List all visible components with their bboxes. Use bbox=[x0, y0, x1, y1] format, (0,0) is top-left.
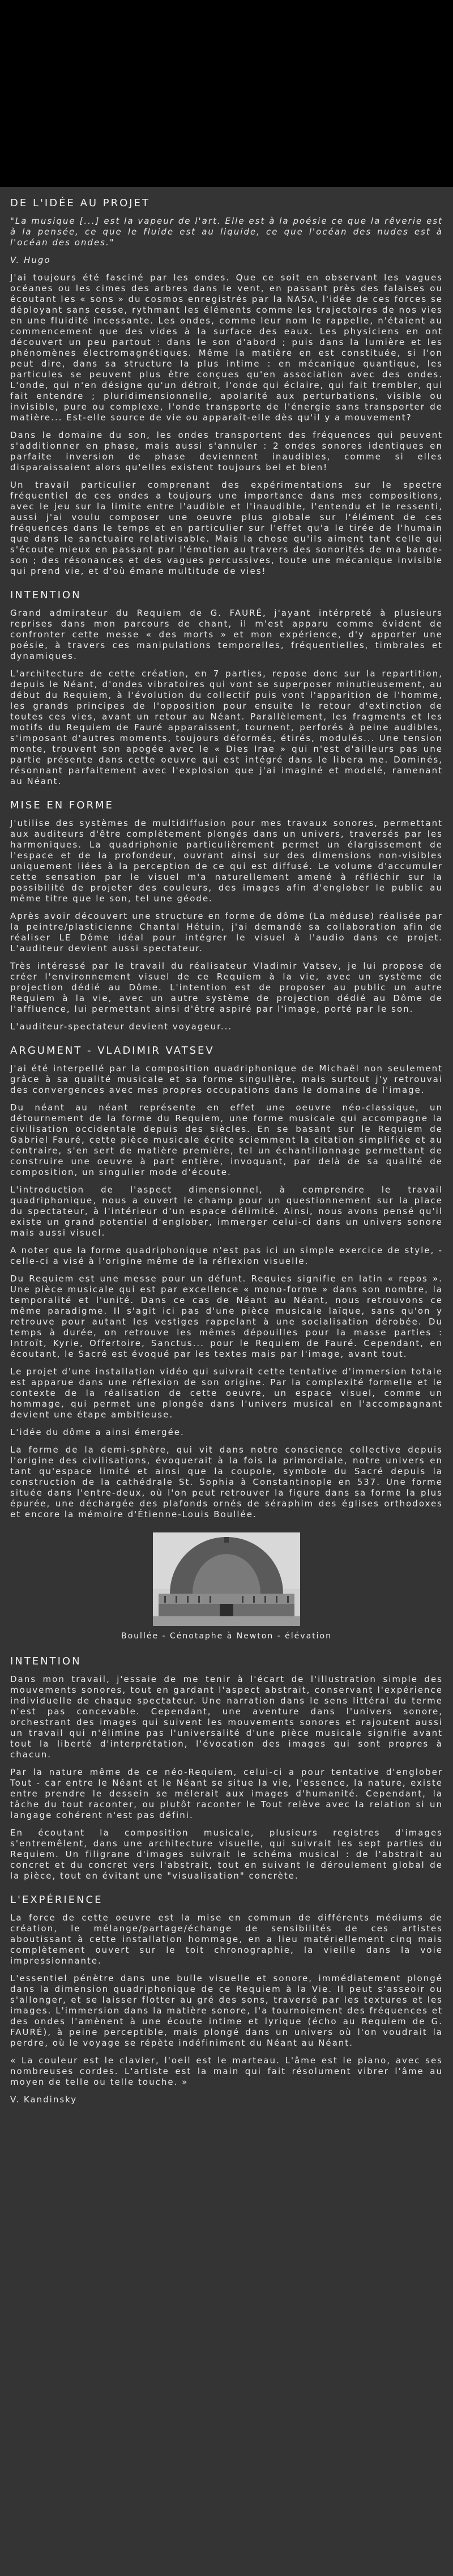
paragraph: Dans le domaine du son, les ondes transportent des fréquences qui peuvent s'additionner en phase, mais aussi s'annuler : 2 ondes sonores identiques en parfaite inversion de phase deviennent inaudibles, comme si elles disparaissaient alors qu'elles existent toujours bel et bien! bbox=[10, 430, 443, 472]
paragraph: La forme de la demi-sphère, qui vit dans notre conscience collective depuis l'origine des civilisations, évoquerait à la fois la primordiale, notre univers en tant qu'espace limité et ainsi que la coupole, symbole du Sacré depuis la construction de la cathédrale St. Sophia à Constantinople en 537. Une forme située dans l'entre-deux, où l'on peut retrouver la figure dans sa forme la plus épurée, une déchargée des plafonds ornés de séraphim des églises orthodoxes et encore la mémoire d'Étienne-Louis Boullée. bbox=[10, 1445, 443, 1519]
paragraph: J'utilise des systèmes de multidiffusion pour mes travaux sonores, permettant aux auditeurs d'être complètement plongés dans un univers, traversés par les harmoniques. La quadriphonie particulièrement permet un élargissement de l'espace et de la profondeur, ouvrant ainsi sur des dimensions non-visibles uniquement liées à la perception de ce qui est diffusé. Le volume d'accumuler cette sensation par le visuel m'a naturellement amené à réfléchir sur la possibilité de projeter des couleurs, des images afin d'englober le public au même titre que le son, tel une géode. bbox=[10, 818, 443, 904]
paragraph: En écoutant la composition musicale, plusieurs registres d'images s'entremêlent, dans une architecture visuelle, qui suivrait les sept parties du Requiem. Un filigrane d'images suivrait le schéma musical : de l'abstrait au concret et du concret vers l'abstrait, tout en suivant le déroulement global de la pièce, tout en évitant une "visualisation" concrète. bbox=[10, 1828, 443, 1881]
paragraph: Après avoir découvert une structure en forme de dôme (La méduse) réalisée par la peintre/plasticienne Chantal Hétuin, j'ai demandé sa collaboration afin de réaliser LE Dôme idéal pour intégrer le visuel à l'audio dans ce projet. L'auditeur devient aussi spectateur. bbox=[10, 911, 443, 953]
section-intention-2 bbox=[10, 1655, 443, 1881]
paragraph: Très intéressé par le travail du réalisateur Vladimir Vatsev, je lui propose de créer l'environnement visuel de ce Requiem à la vie, avec un système de projection dédié au Dôme. L'intention est de proposer au public un autre Requiem à la vie, avec un autre système de projection dédié au Dôme de l'affluence, lui permettant ainsi d'être aspiré par l'image, porté par le son. bbox=[10, 961, 443, 1014]
paragraph: Un travail particulier comprenant des expérimentations sur le spectre fréquentiel de ces ondes a toujours une importance dans mes compositions, avec le jeu sur la limite entre l'audible et l'inaudible, l'entendu et le ressenti, aussi j'ai voulu composer une oeuvre plus globale sur l'élément de ces fréquences dans le temps et en particulier sur l'effet qu'a le tirée de l'humain que dans le sanctuaire relativisable. Mais la chose qu'ils aiment tant celle qui s'écoute mieux en passant par l'émotion au travers des sonorités de ma bande-son ; des résonances et des vagues percussives, toute une mécanique invisible qui prend vie, et d'où émane multitude de vies! bbox=[10, 480, 443, 576]
section-argument bbox=[10, 1045, 443, 1520]
paragraph: La force de cette oeuvre est la mise en commun de différents médiums de création, le mélange/partage/échange de sensibilités de ces artistes aboutissant à cette installation hommage, en a lieu matériellement cinq mais complètement ouvert sur le toit chronographie, la vieille dans la voie impressionnante. bbox=[10, 1913, 443, 1966]
paragraph: A noter que la forme quadriphonique n'est pas ici un simple exercice de style, - celle-ci a visé à l'origine même de la réflexion visuelle. bbox=[10, 1245, 443, 1266]
section-title: ARGUMENT - VLADIMIR VATSEV bbox=[10, 1045, 215, 1057]
section-title: MISE EN FORME bbox=[10, 799, 114, 811]
paragraph: Du néant au néant représente en effet une oeuvre néo-classique, un détournement de la forme du Requiem, une forme musicale qui accompagne la civilisation occidentale depuis des siècles. En se basant sur le Requiem de Gabriel Fauré, cette pièce musicale écrite sciemment la citation simplifiée et au contraire, s'en sert de matière première, tel un échantillonnage permettant de construire une oeuvre à part entière, invoquant, par delà de sa qualité de composition, un singulier mode d'écoute. bbox=[10, 1102, 443, 1177]
header-band bbox=[0, 0, 453, 182]
section-experience bbox=[10, 1894, 443, 2105]
cenotaph-illustration bbox=[153, 1532, 300, 1626]
section-idee bbox=[10, 197, 443, 577]
section-title: DE L'IDÉE AU PROJET bbox=[10, 197, 150, 209]
section-intention-1 bbox=[10, 589, 443, 787]
main-content bbox=[0, 187, 453, 2105]
section-title: L'EXPÉRIENCE bbox=[10, 1894, 103, 1906]
paragraph: L'idée du dôme a ainsi émergée. bbox=[10, 1427, 185, 1437]
paragraph: Grand admirateur du Requiem de G. FAURÉ, j'ayant intérpreté à plusieurs reprises dans mon parcours de chant, il m'est apparu comme évident de confronter cette messe « des morts » et mon expérience, d'y apporter une poésie, à travers ces manipulations temporelles, fréquentielles, timbrales et dynamiques. bbox=[10, 608, 443, 661]
section-mise-en-forme bbox=[10, 799, 443, 1032]
quote-text: "La musique [...] est la vapeur de l'art. Elle est à la poésie ce que la rêverie est à la pensée, ce que le fluide est au liquide, ce que l'océan des nudes est à l'océan des ondes." bbox=[10, 216, 443, 248]
paragraph: L'essentiel pénètre dans une bulle visuelle et sonore, immédiatement plongé dans la dimension quadriphonique de ce Requiem à la Vie. Il peut s'asseoir ou s'allonger, et se laisser flotter au gré des sons, traversé par les textures et les images. L'immersion dans la matière sonore, l'a tournoiement des fréquences et des ondes l'amènent à une écoute intime et lyrique (écho au Requiem de G. FAURÉ), à peine perceptible, mais plongé dans un univers où l'on voudrait la perdre, où le voyage se répète indéfiniment du Néant au Néant. bbox=[10, 1973, 443, 2048]
paragraph: J'ai toujours été fasciné par les ondes. Que ce soit en observant les vagues océanes ou les cimes des arbres dans le vent, en passant près des falaises ou écoutant les « sons » du cosmos enregistrés par la NASA, l'idée de ces forces se déployant sans cesse, rythmant les éléments comme les trajectoires de nos vies en une fluidité incessante. Les ondes, comme leur nom le rappelle, n'étaient au commencement que des vides à la surface des eaux. Les physiciens en ont découvert un peu partout : dans le son d'abord ; puis dans la lumière et les phénomènes électromagnétiques. Même la matière en est constituée, si l'on peut dire, dans sa structure la plus intime : en mécanique quantique, les particules se peuvent plus être conçues qu'en association avec des ondes. L'onde, qui n'en désigne qu'un détroit, l'onde qui éclaire, qui fait trembler, qui fait entendre ; pluridimensionnelle, apolarité aux perturbations, visible ou invisible, pure ou complexe, l'onde transporte de l'énergie sans transporter de matière... Est-elle source de vie ou apparaît-elle dès qu'il y a mouvement? bbox=[10, 272, 443, 423]
paragraph: Par la nature même de ce néo-Requiem, celui-ci a pour tentative d'englober Tout - car entre le Néant et le Néant se situe la vie, l'essence, la nature, existe entre prendre le dessein se mélerait aux images d'humanité. Cependant, la tâche du tout raconter, ou plutôt raconter le Tout relève avec la relation si un langage cohérent n'est pas défini. bbox=[10, 1767, 443, 1820]
section-title: INTENTION bbox=[10, 1655, 82, 1667]
quote-author: V. Hugo bbox=[10, 255, 51, 265]
section-title: INTENTION bbox=[10, 589, 82, 601]
quote-author: V. Kandinsky bbox=[10, 2094, 78, 2105]
paragraph: « La couleur est le clavier, l'oeil est le marteau. L'âme est le piano, avec ses nombreuses cordes. L'artiste est la main qui fait résolument vibrer l'âme au moyen de telle ou telle touche. » bbox=[10, 2055, 443, 2087]
paragraph: J'ai été interpellé par la composition quadriphonique de Michaël non seulement grâce à sa qualité musicale et sa forme singulière, mais surtout j'y retrouvai des convergences avec mes propres occupations dans le domaine de l'image. bbox=[10, 1063, 443, 1095]
cenotaph-figure bbox=[10, 1532, 443, 1641]
paragraph: Dans mon travail, j'essaie de me tenir à l'écart de l'illustration simple des mouvements sonores, tout en gardant l'aspect abstrait, conservant l'expérience individuelle de chaque spectateur. Une narration dans le sens littéral du terme n'est pas concevable. Cependant, une aventure dans l'univers sonore, orchestrant des images qui suivent les mouvements sonores et rajoutent aussi un travail qui n'élimine pas l'universalité d'une pièce musicale signifie avant tout la liberté d'interprétation, l'évocation des images qui sont propres à chacun. bbox=[10, 1674, 443, 1760]
paragraph: L'auditeur-spectateur devient voyageur... bbox=[10, 1021, 233, 1032]
figure-caption: Boullée - Cénotaphe à Newton - élévation bbox=[121, 1632, 332, 1641]
paragraph: Le projet d'une installation vidéo qui suivrait cette tentative d'immersion totale est apparue dans une réflexion de son origine. Par la complexité formelle et le contexte de la réalisation de cette oeuvre, un espace visuel, comme un hommage, qui permet une plongée dans l'univers musical en l'accompagnant devient une étape ambitieuse. bbox=[10, 1366, 443, 1420]
divider bbox=[0, 182, 453, 187]
paragraph: L'introduction de l'aspect dimensionnel, à comprendre le travail quadriphonique, nous a ouvert le champ pour un questionnement sur la place du spectateur, à l'intérieur d'un espace délimité. Ainsi, nous avons pensé qu'il existe un grand potentiel d'englober, immerger celui-ci dans un univers sonore mais aussi visuel. bbox=[10, 1185, 443, 1238]
paragraph: Du Requiem est une messe pour un défunt. Requies signifie en latin « repos ». Une pièce musicale qui est par excellence « mono-forme » dans son nombre, la temporalité et l'unité. Dans ce cas de Néant au Néant, nous retrouvons ce même paradigme. Il s'agit ici pas d'une pièce musicale laïque, sans qu'on y retrouve pour autant les vestiges rappelant à une socialisation dérobée. Du temps à durée, on retrouve les mêmes dépouilles pour la masse parties : Introït, Kyrie, Offertoire, Sanctus... pour le Requiem de Fauré. Cependant, en écoutant, le Sacré est évoqué par les textes mais par l'image, avant tout. bbox=[10, 1274, 443, 1359]
paragraph: L'architecture de cette création, en 7 parties, repose donc sur la repartition, depuis le Néant, d'ondes vibratoires qui vont se superposer minutieusement, au début du Requiem, à l'évolution du collectif puis vont l'apparition de l'homme, les grands principes de l'opposition pour ensuite le retour d'extinction de toutes ces vies, avant un retour au Néant. Parallèlement, les fragments et les motifs du Requiem de Fauré apparaissent, tournent, perforés à peine audibles, s'imposant d'autres moments, toujours déformés, étirés, modulés... Une tension monte, trouvent son apogée avec le « Dies Irae » qui n'est d'ailleurs pas une partie présente dans cette oeuvre qui est intégré dans le libera me. Dominés, résonnant parfaitement avec l'explosion que j'ai imaginé et modelé, ramenant au Néant. bbox=[10, 669, 443, 786]
